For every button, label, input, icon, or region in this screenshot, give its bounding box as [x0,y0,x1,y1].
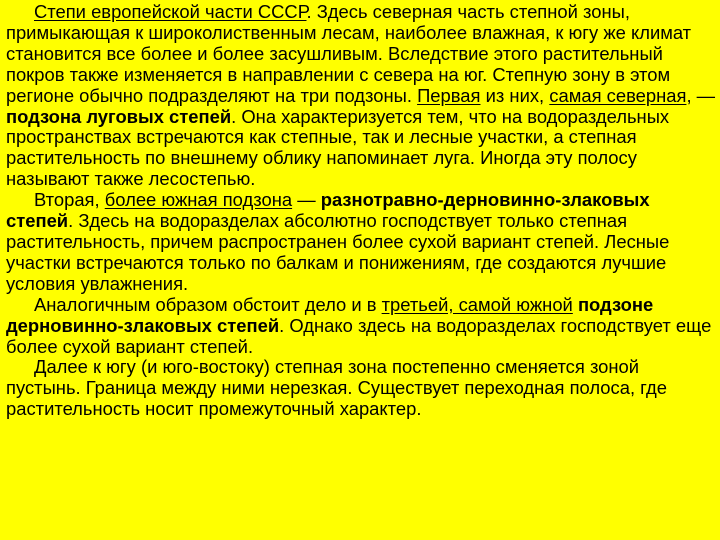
text-run: из них, [480,84,550,106]
paragraph-2 [6,190,716,295]
paragraph-4 [6,357,716,420]
underlined-term: более южная подзона [104,189,293,211]
paragraph-1 [6,0,716,190]
bold-term: подзона луговых степей [6,105,232,127]
text-run: . Она характеризуется тем, что на водораздельных пространствах встречаются как степные, так и лесные участки, а степная растительность по внешнему облику напоминает луга. Иногда эту полосу называют также лесостепью. [6,105,670,190]
text-run: . Здесь на водоразделах абсолютно господствует только степная растительность, причем распространен более сухой вариант степей. Лесные участки встречаются только по балкам и понижениям, где создаются лучшие условия увлажнения. [6,210,670,294]
text-run: . Однако здесь на водоразделах господствует еще более сухой вариант степей. [6,314,712,357]
text-run: . Здесь северная часть степной зоны, примыкающая к широколиственным лесам, наиболее влажная, к югу же климат становится все более и более засушливым. Вследствие этого растительный покров также изменяется в направлении с севера на юг. Степную зону в этом регионе обычно подразделяют на три подзоны. [6,1,692,106]
underlined-term: самая северная [549,84,687,106]
heading-phrase: Степи европейской части СССР [34,1,307,22]
text-run: — [292,189,321,211]
text-run: , — [686,84,716,106]
bold-term: подзоне дерновинно-злаковых степей [6,293,654,336]
paragraph-3 [6,295,716,358]
underlined-term: Первая [417,84,481,106]
text-run: Далее к югу (и юго-востоку) степная зона постепенно сменяется зоной пустынь. Граница между ними нерезкая. Существует переходная полоса, где растительность носит промежуточный характер. [6,356,668,420]
bold-term: разнотравно-дерновинно-злаковых степей [6,189,650,232]
underlined-term: третьей, самой южной [381,293,573,315]
text-run: Аналогичным образом обстоит дело и в [34,293,382,315]
text-run: Вторая, [34,189,105,211]
